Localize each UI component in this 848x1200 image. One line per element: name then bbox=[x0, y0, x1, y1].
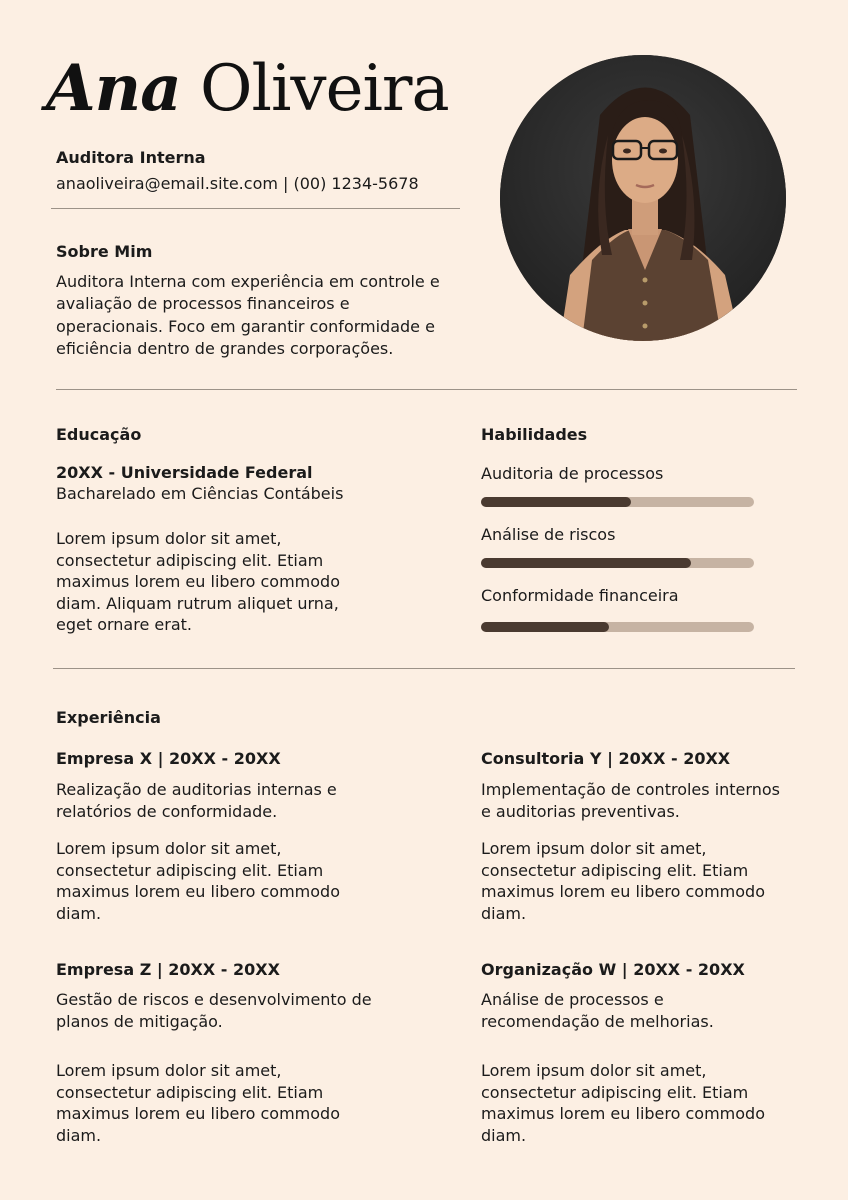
job-summary: Implementação de controles internos e auditorias preventivas. bbox=[481, 780, 780, 821]
education-description: Lorem ipsum dolor sit amet, consectetur adipiscing elit. Etiam maximus lorem eu libero commodo diam. Aliquam rutrum aliquet urna, eget ornare erat. bbox=[56, 529, 340, 634]
education-title: Educação bbox=[56, 425, 142, 444]
job-title: Auditora Interna bbox=[56, 148, 206, 167]
job-heading: Consultoria Y | 20XX - 20XX bbox=[481, 749, 731, 768]
education-heading: 20XX - Universidade Federal bbox=[56, 463, 313, 482]
divider bbox=[53, 668, 795, 669]
job-details: Lorem ipsum dolor sit amet, consectetur adipiscing elit. Etiam maximus lorem eu libero commodo diam. bbox=[481, 839, 765, 923]
job-summary: Realização de auditorias internas e relatórios de conformidade. bbox=[56, 780, 337, 821]
about-text: Auditora Interna com experiência em controle e avaliação de processos financeiros e operacionais. Foco em garantir conformidade e eficiência dentro de grandes corporações. bbox=[56, 272, 440, 358]
job-details: Lorem ipsum dolor sit amet, consectetur adipiscing elit. Etiam maximus lorem eu libero commodo diam. bbox=[56, 1061, 340, 1145]
job-summary: Gestão de riscos e desenvolvimento de planos de mitigação. bbox=[56, 990, 372, 1031]
skill-bar-track bbox=[481, 558, 754, 568]
skill-bar-fill bbox=[481, 558, 691, 568]
profile-photo bbox=[500, 55, 786, 341]
job-summary: Análise de processos e recomendação de melhorias. bbox=[481, 990, 714, 1031]
experience-title: Experiência bbox=[56, 708, 161, 727]
skill-label: Conformidade financeira bbox=[481, 586, 679, 605]
contact-info: anaoliveira@email.site.com | (00) 1234-5678 bbox=[56, 174, 419, 193]
job-details: Lorem ipsum dolor sit amet, consectetur adipiscing elit. Etiam maximus lorem eu libero commodo diam. bbox=[481, 1061, 765, 1145]
skill-label: Análise de riscos bbox=[481, 525, 616, 544]
skill-bar-fill bbox=[481, 497, 631, 507]
last-name: Oliveira bbox=[200, 52, 449, 126]
skills-title: Habilidades bbox=[481, 425, 588, 444]
job-heading: Organização W | 20XX - 20XX bbox=[481, 960, 745, 979]
divider bbox=[56, 389, 797, 390]
skill-bar-fill bbox=[481, 622, 609, 632]
skill-label: Auditoria de processos bbox=[481, 464, 664, 483]
about-title: Sobre Mim bbox=[56, 242, 153, 261]
resume-name bbox=[46, 44, 486, 134]
job-details: Lorem ipsum dolor sit amet, consectetur adipiscing elit. Etiam maximus lorem eu libero commodo diam. bbox=[56, 839, 340, 923]
first-name: Ana bbox=[46, 51, 181, 126]
skill-bar-track bbox=[481, 497, 754, 507]
portrait-illustration bbox=[500, 55, 786, 341]
job-heading: Empresa X | 20XX - 20XX bbox=[56, 749, 281, 768]
education-degree: Bacharelado em Ciências Contábeis bbox=[56, 484, 344, 503]
divider bbox=[51, 208, 460, 209]
skill-bar-track bbox=[481, 622, 754, 632]
job-heading: Empresa Z | 20XX - 20XX bbox=[56, 960, 280, 979]
